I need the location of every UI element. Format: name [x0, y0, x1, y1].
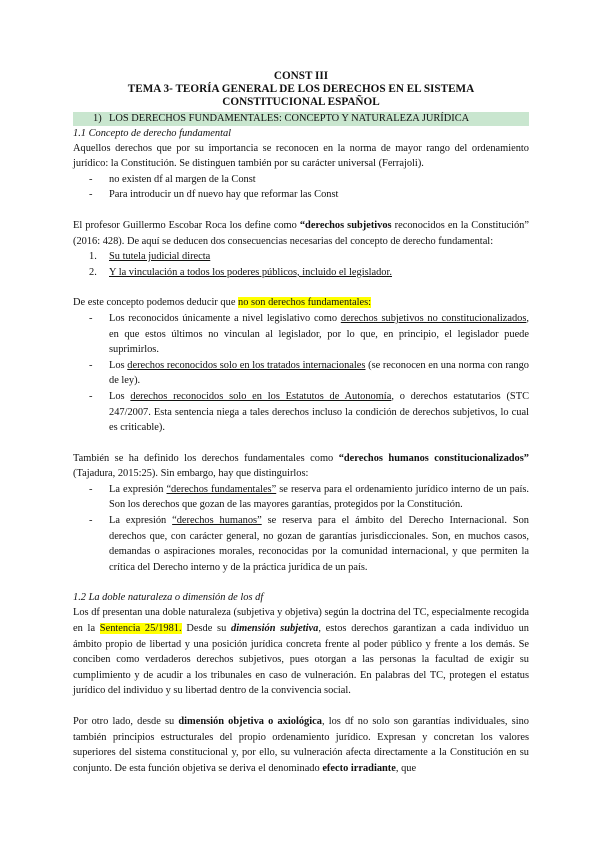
list-item: - no existen df al margen de la Const — [89, 172, 529, 188]
list-item: - Los reconocidos únicamente a nivel legislativo como derechos subjetivos no constitucionalizados, en que estos últimos no vinculan al legislador, por lo que, en principio, el legislador puede suprimirlos. — [89, 311, 529, 358]
list-item: - Los derechos reconocidos solo en los tratados internacionales (se reconocen en una norma con rango de ley). — [89, 358, 529, 389]
paragraph-objective-dimension: Por otro lado, desde su dimensión objetiva o axiológica, los df no solo son garantías individuales, sino también principios estructurales del propio ordenamiento jurídico. Expresan y concretan los valores superiores del sistema constitucional y, por ello, su vulneración afecta directamente a la Constitución en su conjunto. De esta función objetiva se deriva el denominado efecto irradiante, que — [73, 716, 529, 774]
section-number: 1) — [93, 112, 102, 124]
list-item: 2. Y la vinculación a todos los poderes públicos, incluido el legislador. — [89, 266, 392, 278]
list-item: 1. Su tutela judicial directa — [89, 251, 211, 263]
list-item: - Los derechos reconocidos solo en los Estatutos de Autonomía, o derechos estatutarios (STC 247/2007. Esta sentencia niega a tales derechos incluso la condición de derechos subjetivos, lo cual es criticable). — [89, 389, 529, 436]
paragraph-human-rights: También se ha definido los derechos fundamentales como “derechos humanos constitucionalizados” (Tajadura, 2015:25). Sin embargo, hay que distinguirlos: — [73, 452, 529, 480]
paragraph-not-fundamental: De este concepto podemos deducir que no son derechos fundamentales: — [73, 297, 372, 309]
paragraph-definition: Aquellos derechos que por su importancia se reconocen en la norma de mayor rango del ordenamiento jurídico: la Constitución. Se distinguen también por su carácter universal (Ferrajoli). — [73, 142, 529, 170]
course-header: CONST III — [273, 70, 329, 82]
list-distinctions — [73, 482, 529, 576]
subsection-1-2-heading: 1.2 La doble naturaleza o dimensión de los df — [73, 592, 264, 604]
paragraph-double-nature: Los df presentan una doble naturaleza (subjetiva y objetiva) según la doctrina del TC, especialmente recogida en la Sentencia 25/1981. Desde su dimensión subjetiva, estos derechos garantizan a cada individuo un ámbito propio de libertad y una posición jurídica concreta frente al poder público y frente a los demás. Se conciben como verdaderos derechos subjetivos, pues otorgan a las personas la facultad de exigir su cumplimiento y de acudir a los tribunales en caso de vulneración. En palabras del TC, protegen el estatus jurídico del individuo y su libertad dentro de la convivencia social. — [73, 607, 529, 697]
section-1-heading — [73, 112, 529, 126]
list-definition-notes — [73, 172, 529, 203]
highlight: Sentencia 25/1981. — [99, 623, 182, 635]
list-item: - La expresión “derechos fundamentales” se reserva para el ordenamiento jurídico interno de un país. Son los derechos que gozan de las mayores garantías, protegidos por la Constitución. — [89, 482, 529, 513]
highlight: no son derechos fundamentales: — [238, 297, 372, 309]
subsection-1-1-heading: 1.1 Concepto de derecho fundamental — [73, 127, 232, 139]
paragraph-escobar: El profesor Guillermo Escobar Roca los define como “derechos subjetivos reconocidos en la Constitución” (2016: 428). De aquí se deducen dos consecuencias necesarias del concepto de derecho fundamental: — [73, 219, 529, 247]
list-item: - La expresión “derechos humanos” se reserva para el ámbito del Derecho Internacional. Son derechos que, con carácter general, no gozan de garantías jurisdiccionales. Son, en muchos casos, demandas o aspiraciones morales, reconocidas por la comunidad internacional, y que permiten la crítica del Derecho interno y de la práctica jurídica de un país. — [89, 513, 529, 575]
topic-title-line1: TEMA 3- TEORÍA GENERAL DE LOS DERECHOS EN EL SISTEMA — [127, 83, 475, 96]
section-title: LOS DERECHOS FUNDAMENTALES: CONCEPTO Y NATURALEZA JURÍDICA — [109, 112, 470, 124]
document-page — [73, 70, 529, 776]
topic-title-line2: CONSTITUCIONAL ESPAÑOL — [222, 96, 380, 109]
list-not-fundamental — [73, 311, 529, 436]
list-item: - Para introducir un df nuevo hay que reformar las Const — [89, 187, 529, 203]
numbered-consequences — [73, 249, 529, 280]
